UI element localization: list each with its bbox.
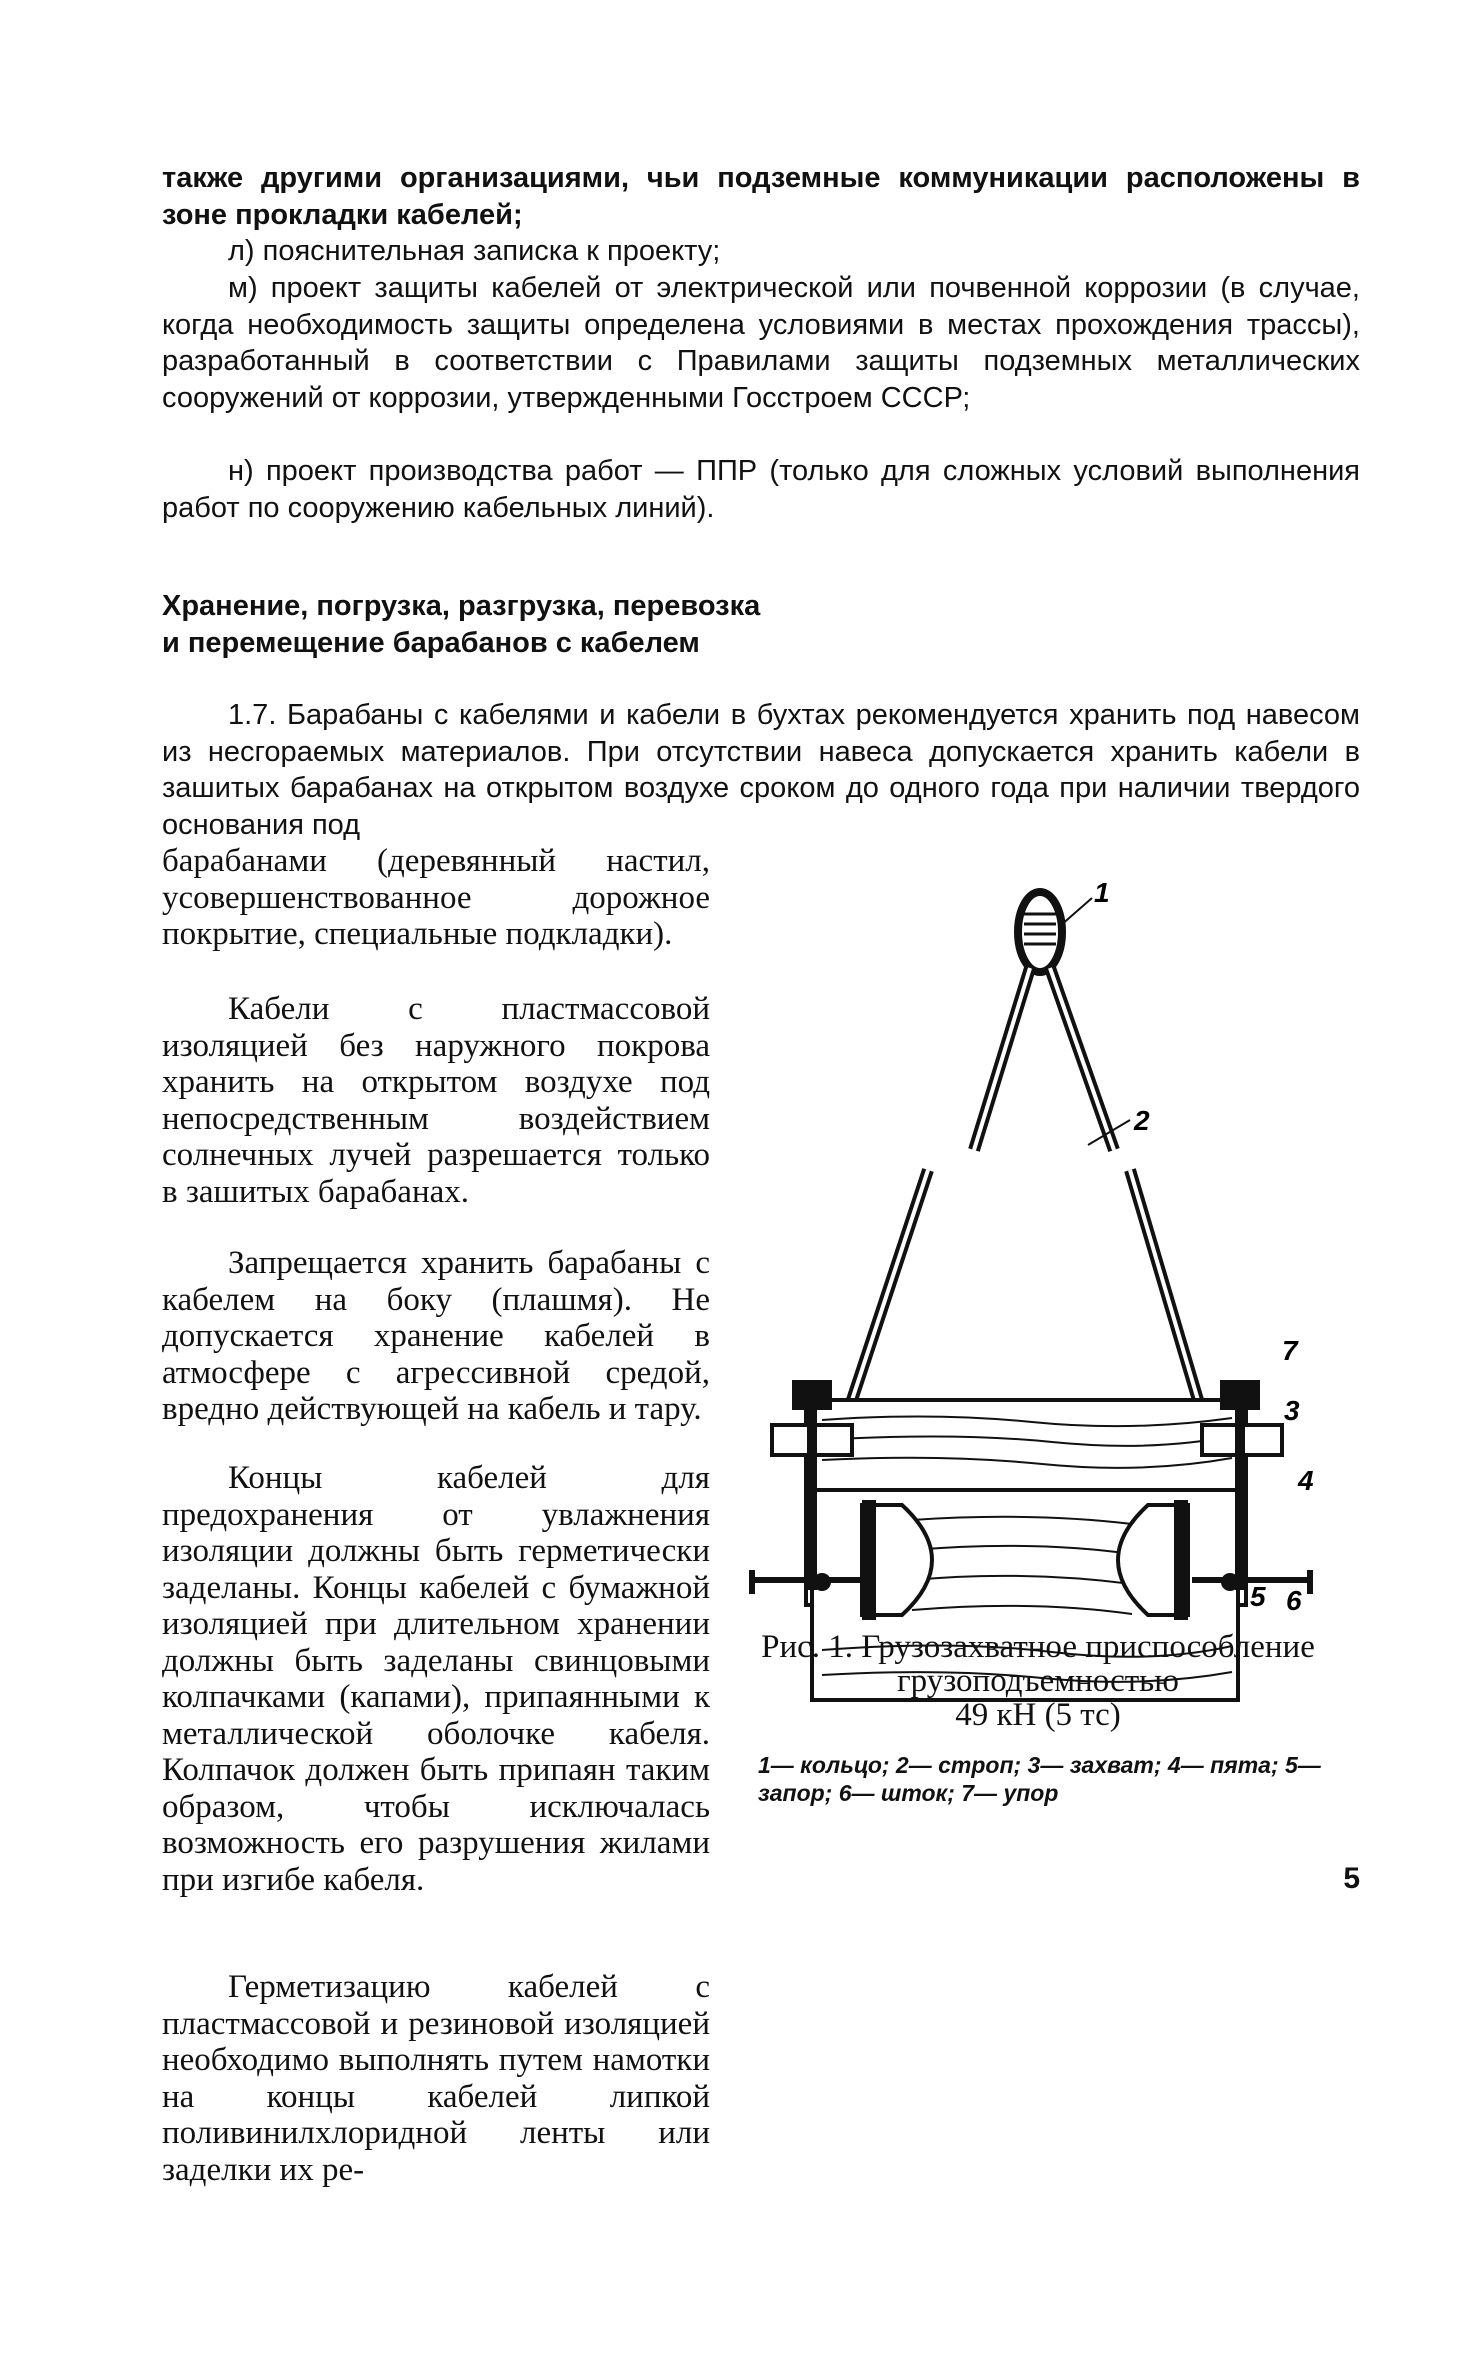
lifting-device-illustration — [752, 877, 1314, 1616]
ring-shape — [1018, 892, 1062, 972]
left-column-paragraph-2: Кабели с пластмассовой изоляцией без наружного покрова хранить на открытом воздухе под непосредственным воздействием солнечных лучей разрешается только в зашитых барабанах. — [162, 991, 710, 1210]
figure-label-2: 2 — [1134, 1105, 1150, 1136]
figure-label-1: 1 — [1094, 877, 1110, 908]
figure-label-7: 7 — [1282, 1335, 1298, 1366]
left-column-paragraph-1: барабанами (деревянный настил, усовершенствованное дорожное покрытие, специальные подкладки). — [162, 843, 710, 952]
figure-caption-line-2: 49 кН (5 тс) — [955, 1697, 1121, 1733]
figure-label-6: 6 — [1286, 1585, 1302, 1616]
figure-label-3: 3 — [1284, 1395, 1300, 1426]
paragraph-1-7: 1.7. Барабаны с кабелями и кабели в бухтах рекомендуется хранить под навесом из несгораемых материалов. При отсутствии навеса допускается хранить кабели в зашитых барабанах на открытом воздухе сроком до одного года при наличии твердого основания под — [162, 699, 1360, 841]
figure-caption-line-1: Рис. 1. Грузозахватное приспособление грузоподъемностью — [761, 1629, 1315, 1699]
figure-label-5: 5 — [1250, 1581, 1266, 1612]
section-heading-line-1: Хранение, погрузка, разгрузка, перевозка — [162, 590, 761, 622]
figure-lifting-device — [752, 877, 1314, 1616]
section-heading — [162, 588, 922, 662]
figure-legend: 1— кольцо; 2— строп; 3— захват; 4— пята; 5— запор; 6— шток; 7— упор — [758, 1752, 1321, 1806]
figure-label-4: 4 — [1298, 1465, 1314, 1496]
list-item-l: л) пояснительная записка к проекту; — [228, 235, 721, 267]
left-column-paragraph-5: Герметизацию кабелей с пластмассовой и резиновой изоляцией необходимо выполнять путем намотки на концы кабелей липкой поливинилхлоридной ленты или заделки их ре- — [162, 1969, 710, 2188]
figure-caption — [758, 1630, 1318, 1732]
grip-left — [792, 1380, 832, 1410]
list-item-n: н) проект производства работ — ППР (только для сложных условий выполнения работ по сооружению кабельных линий). — [162, 455, 1360, 524]
page-number: 5 — [1343, 1862, 1360, 1895]
paragraph-continuation: также другими организациями, чьи подземные коммуникации расположены в зоне прокладки кабелей; — [162, 162, 1360, 231]
grip-right — [1220, 1380, 1260, 1410]
list-item-m: м) проект защиты кабелей от электрической или почвенной коррозии (в случае, когда необходимость защиты определена условиями в местах прохождения трассы), разработанный в соответствии с Правилами защиты подземных металлических сооружений от коррозии, утвержденными Госстроем СССР; — [162, 272, 1360, 414]
left-column-paragraph-3: Запрещается хранить барабаны с кабелем на боку (плашмя). Не допускается хранение кабелей в атмосфере с агрессивной средой, вредно действующей на кабель и тару. — [162, 1245, 710, 1427]
section-heading-line-2: и перемещение барабанов с кабелем — [162, 627, 700, 659]
left-column-paragraph-4: Концы кабелей для предохранения от увлажнения изоляции должны быть герметически заделаны. Концы кабелей с бумажной изоляцией при длительном хранении должны быть заделаны свинцовыми колпачками (капами), припаянными к металлической оболочке кабеля. Колпачок должен быть припаян таким образом, чтобы исключалась возможность его разрушения жилами при изгибе кабеля. — [162, 1460, 710, 1898]
